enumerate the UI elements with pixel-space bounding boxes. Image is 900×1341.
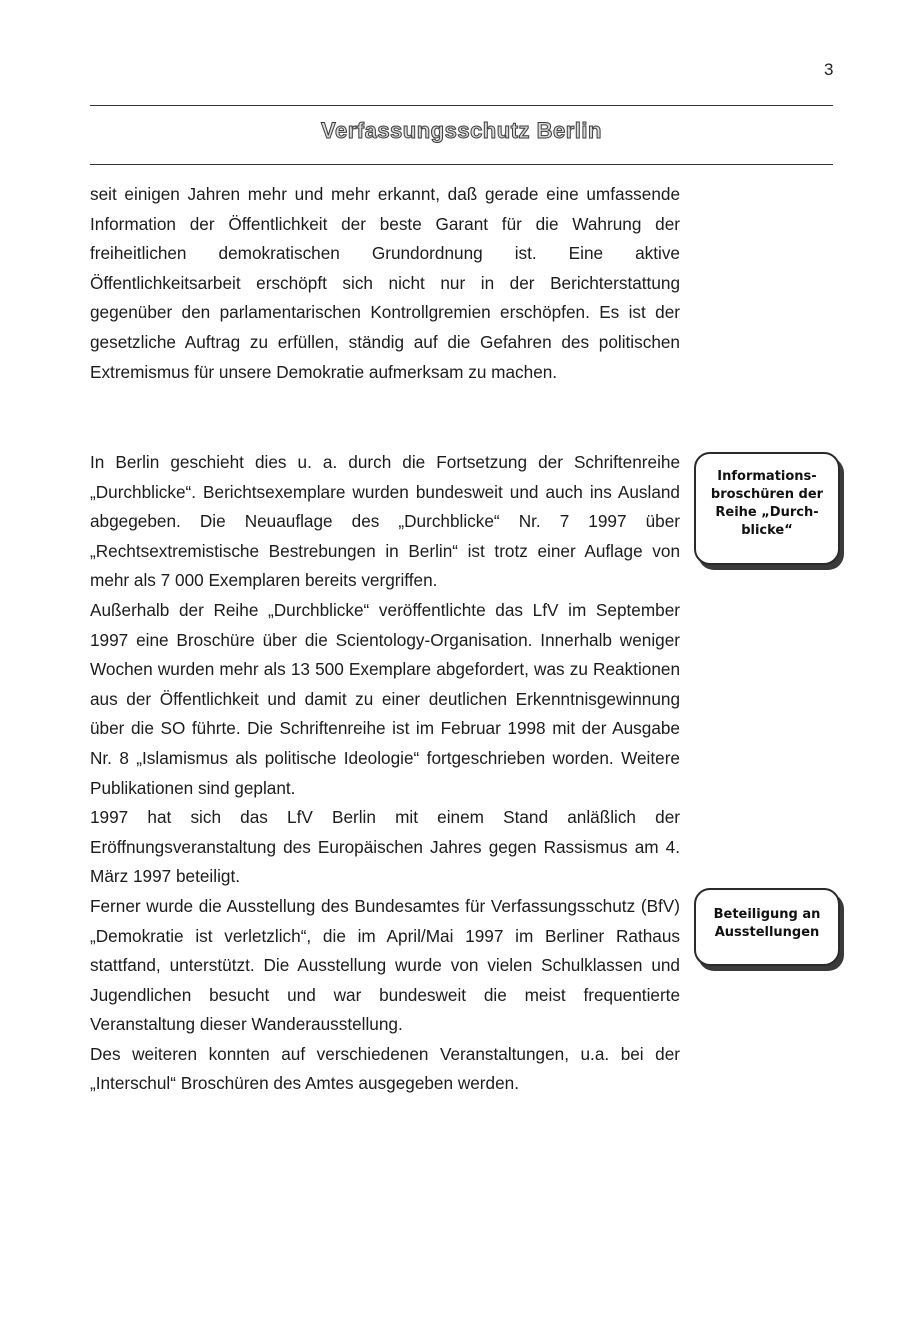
header-rule-bottom <box>90 164 833 165</box>
paragraph: Außerhalb der Reihe „Durchblicke“ veröffentlichte das LfV im September 1997 eine Broschüre über die Scientology-Organisation. Innerhalb weniger Wochen wurden mehr als 13 500 Exemplare abgefordert, was zu Reaktionen aus der Öffentlichkeit und damit zu einer deutlichen Erkenntnisgewinnung über die SO führte. Die Schriftenreihe ist im Februar 1998 mit der Ausgabe Nr. 8 „Islamismus als politische Ideologie“ fortgeschrieben worden. Weitere Publikationen sind geplant. <box>90 599 680 798</box>
margin-note-label: Informations- broschüren der Reihe „Durch- blicke“ <box>710 469 824 538</box>
paragraph: seit einigen Jahren mehr und mehr erkannt, daß gerade eine umfassende Information der Öffentlichkeit der beste Garant für die Wahrung der freiheitlichen demokratischen Grundordnung ist. Eine aktive Öffentlichkeitsarbeit erschöpft sich nicht nur in der Berichterstattung gegenüber den parlamentarischen Kontrollgremien erschöpfen. Es ist der gesetzliche Auftrag zu erfüllen, ständig auf die Gefahren des politischen Extremismus für unsere Demokratie aufmerksam zu machen. <box>90 184 680 382</box>
body-text-block-2 <box>90 448 680 1099</box>
paragraph: Des weiteren konnten auf verschiedenen Veranstaltungen, u.a. bei der „Interschul“ Broschüren des Amtes ausgegeben werden. <box>90 1043 680 1094</box>
paragraph: 1997 hat sich das LfV Berlin mit einem Stand anläßlich der Eröffnungsveranstaltung des Europäischen Jahres gegen Rassismus am 4. März 1997 beteiligt. <box>90 807 680 887</box>
paragraph: Ferner wurde die Ausstellung des Bundesamtes für Verfassungsschutz (BfV) „Demokratie ist verletzlich“, die im April/Mai 1997 im Berliner Rathaus stattfand, unterstützt. Die Ausstellung wurde von vielen Schulklassen und Jugendlichen besucht und war bundesweit die meist frequentierte Veranstaltung dieser Wanderausstellung. <box>90 895 680 1035</box>
header-rule-top <box>90 105 833 106</box>
margin-note-label: Beteiligung an Ausstellungen <box>713 907 821 940</box>
header-title: Verfassungsschutz Berlin <box>321 118 602 143</box>
margin-note-ausstellungen <box>694 888 840 966</box>
body-text-block-1 <box>90 180 680 387</box>
page-number: 3 <box>824 60 834 79</box>
margin-note-informationsbroschueren <box>694 452 840 565</box>
paragraph: In Berlin geschieht dies u. a. durch die Fortsetzung der Schriftenreihe „Durchblicke“. Berichtsexemplare wurden bundesweit und auch ins Ausland abgegeben. Die Neuauflage des „Durchblicke“ Nr. 7 1997 über „Rechtsextremistische Bestrebungen in Berlin“ ist trotz einer Auflage von mehr als 7 000 Exemplaren bereits vergriffen. <box>90 452 680 591</box>
